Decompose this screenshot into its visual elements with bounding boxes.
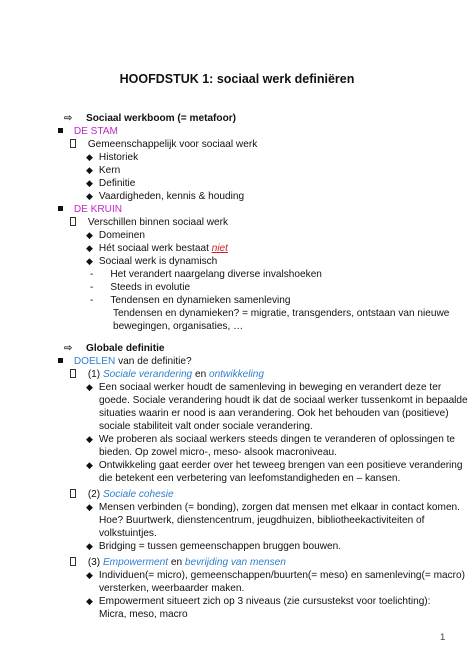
- dash-bullet: -: [90, 295, 94, 306]
- dash-text: Tendensen en dynamieken samenleving: [110, 295, 291, 306]
- goal-term: Sociale cohesie: [102, 489, 174, 500]
- diamond-bullet-icon: ◆: [86, 460, 93, 470]
- item-text: Kern: [98, 165, 121, 176]
- square-bullet-icon: [58, 358, 63, 363]
- arrow-icon: ⇨: [64, 113, 73, 124]
- list-item-kruin-sub: [70, 216, 228, 229]
- item-text: Historiek: [98, 152, 139, 163]
- box-bullet-icon: [70, 369, 76, 378]
- item-continuation: die betekent een verbetering van leefomstandigheden en – kansen.: [99, 473, 401, 484]
- list-item: [86, 255, 217, 268]
- item-text: Hét sociaal werk bestaat: [98, 243, 212, 254]
- page-number: 1: [440, 632, 446, 643]
- goal-1-heading: [70, 368, 264, 381]
- list-item: [86, 501, 460, 514]
- item-text: Domeinen: [98, 230, 145, 241]
- list-item: [86, 459, 463, 472]
- square-bullet-icon: [58, 206, 63, 211]
- page-title: HOOFDSTUK 1: sociaal werk definiëren: [119, 72, 355, 86]
- item-continuation: bieden. Op zowel micro-, meso- alsook macroniveau.: [99, 447, 337, 458]
- dash-item: [90, 281, 190, 294]
- dash-item: [90, 268, 322, 281]
- item-continuation: goede. Sociale verandering houdt ik dat de sociaal werker tussenkomt in bepaalde: [99, 395, 468, 406]
- diamond-bullet-icon: ◆: [86, 178, 93, 188]
- diamond-bullet-icon: ◆: [86, 382, 93, 392]
- continuation-text: bewegingen, organisaties, …: [113, 321, 244, 332]
- item-continuation: versterken, weerbaarder maken.: [99, 583, 245, 594]
- list-item-kruin: [58, 203, 122, 216]
- goal-num: (3): [87, 557, 103, 568]
- doelen-rest: van de definitie?: [115, 356, 192, 367]
- goal-3-heading: [70, 556, 286, 569]
- goal-num: (2): [87, 489, 103, 500]
- item-continuation: situaties waarin er nood is aan verandering. Ook het behouden van (positieve): [99, 408, 449, 419]
- continuation-text: Tendensen en dynamieken? = migratie, transgenders, ontstaan van nieuwe: [113, 308, 450, 319]
- item-text: Vaardigheden, kennis & houding: [98, 191, 245, 202]
- item-text: Sociaal werk is dynamisch: [98, 256, 218, 267]
- list-item-doelen: [58, 355, 192, 368]
- arrow-icon: ⇨: [64, 343, 73, 354]
- item-text: Empowerment situeert zich op 3 niveaus (zie cursustekst voor toelichting):: [98, 596, 431, 607]
- list-item: [86, 177, 135, 190]
- list-item: [86, 540, 341, 553]
- square-bullet-icon: [58, 128, 63, 133]
- diamond-bullet-icon: ◆: [86, 596, 93, 606]
- goal-term: Empowerment: [102, 557, 169, 568]
- item-continuation: Hoe? Buurtwerk, dienstencentrum, jeugdhuizen, bibliotheekactiviteiten of: [99, 515, 425, 526]
- box-bullet-icon: [70, 217, 76, 226]
- diamond-bullet-icon: ◆: [86, 570, 93, 580]
- item-continuation: volkstuintjes.: [99, 528, 157, 539]
- goal-term: bevrijding van mensen: [184, 557, 286, 568]
- diamond-bullet-icon: ◆: [86, 502, 93, 512]
- item-text: Ontwikkeling gaat eerder over het teweeg brengen van een positieve verandering: [98, 460, 463, 471]
- dash-bullet: -: [90, 282, 94, 293]
- list-item: [86, 595, 430, 608]
- list-item: [86, 569, 465, 582]
- goal-num: (1): [87, 369, 103, 380]
- diamond-bullet-icon: ◆: [86, 165, 93, 175]
- box-bullet-icon: [70, 557, 76, 566]
- stam-sub-text: Gemeenschappelijk voor sociaal werk: [87, 139, 258, 150]
- dash-text: Steeds in evolutie: [110, 282, 191, 293]
- diamond-bullet-icon: ◆: [86, 541, 93, 551]
- item-continuation: sociale stabiliteit valt onder sociale verandering.: [99, 421, 313, 432]
- section-heading-werkboom: [64, 112, 236, 125]
- kruin-sub-text: Verschillen binnen sociaal werk: [87, 217, 229, 228]
- list-item: [86, 381, 441, 394]
- item-text: We proberen als sociaal werkers steeds dingen te veranderen of oplossingen te: [98, 434, 456, 445]
- box-bullet-icon: [70, 139, 76, 148]
- dash-item: [90, 294, 291, 307]
- list-item: [86, 190, 244, 203]
- item-text: Definitie: [98, 178, 136, 189]
- goal-en: en: [192, 369, 210, 380]
- list-item: [86, 151, 138, 164]
- item-continuation: Micra, meso, macro: [99, 609, 188, 620]
- diamond-bullet-icon: ◆: [86, 256, 93, 266]
- diamond-bullet-icon: ◆: [86, 152, 93, 162]
- list-item: [86, 164, 120, 177]
- item-text: Mensen verbinden (= bonding), zorgen dat mensen met elkaar in contact komen.: [98, 502, 460, 513]
- section-heading-globale-definitie: [64, 342, 165, 355]
- diamond-bullet-icon: ◆: [86, 230, 93, 240]
- diamond-bullet-icon: ◆: [86, 243, 93, 253]
- goal-en: en: [168, 557, 185, 568]
- list-item-stam-sub: [70, 138, 257, 151]
- diamond-bullet-icon: ◆: [86, 191, 93, 201]
- goal-term: Sociale verandering: [102, 369, 193, 380]
- list-item: [86, 242, 228, 255]
- label-de-stam: DE STAM: [73, 126, 118, 137]
- item-text: Individuen(= micro), gemeenschappen/buurten(= meso) en samenleving(= macro): [98, 570, 466, 581]
- box-bullet-icon: [70, 489, 76, 498]
- dash-text: Het verandert naargelang diverse invalshoeken: [110, 269, 322, 280]
- item-text: Bridging = tussen gemeenschappen bruggen bouwen.: [98, 541, 342, 552]
- goal-term: ontwikkeling: [209, 369, 264, 380]
- item-text: Een sociaal werker houdt de samenleving in beweging en verandert deze ter: [98, 382, 442, 393]
- diamond-bullet-icon: ◆: [86, 434, 93, 444]
- list-item: [86, 433, 455, 446]
- goal-2-heading: [70, 488, 174, 501]
- label-doelen: DOELEN: [73, 356, 116, 367]
- heading-text: Sociaal werkboom (= metafoor): [86, 113, 237, 124]
- list-item: [86, 229, 145, 242]
- dash-bullet: -: [90, 269, 94, 280]
- label-de-kruin: DE KRUIN: [73, 204, 123, 215]
- heading-text: Globale definitie: [86, 343, 165, 354]
- emphasis-niet: niet: [211, 243, 228, 254]
- list-item-stam: [58, 125, 118, 138]
